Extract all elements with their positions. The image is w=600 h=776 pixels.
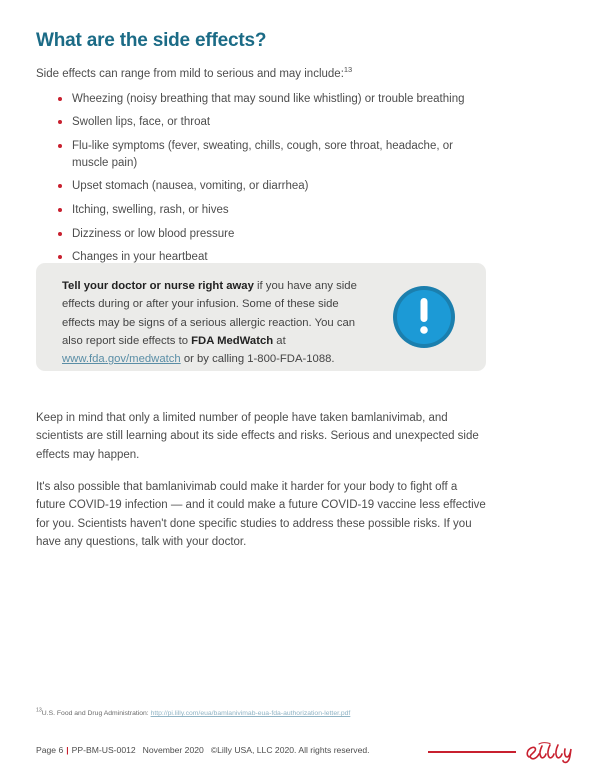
callout-text (62, 277, 372, 368)
side-effects-list (36, 91, 486, 266)
body-paragraph-2: It's also possible that bamlanivimab could make it harder for your body to fight off a future COVID-19 infection — and it could make a future COVID-19 vaccine less effective for you. Scientists haven't done specific studies to address these possible risks. If you have any questions, talk with your doctor. (36, 480, 486, 549)
callout-body-2: at (273, 334, 286, 347)
footnote-number: 13 (36, 707, 42, 714)
list-item: Flu-like symptoms (fever, sweating, chills, cough, sore throat, headache, or muscle pain) (58, 138, 486, 171)
list-item: Dizziness or low blood pressure (58, 226, 486, 243)
exclamation-circle-icon (391, 284, 457, 350)
footer-separator: | (66, 745, 69, 755)
callout-body-1: if you have any side effects during or after your infusion. Some of these side effects may be signs of a serious allergic reaction. You can also report side effects to (62, 280, 357, 347)
warning-callout-box (36, 263, 486, 371)
page-title: What are the side effects? (36, 30, 267, 51)
page-number-label: Page 6 (36, 745, 64, 755)
footer-code: PP-BM-US-0012 (71, 745, 136, 755)
intro-text: Side effects can range from mild to serious and may include: (36, 68, 344, 80)
logo-rule (428, 751, 516, 753)
list-item: Swollen lips, face, or throat (58, 114, 486, 131)
list-item: Wheezing (noisy breathing that may sound like whistling) or trouble breathing (58, 91, 486, 108)
main-content (36, 30, 486, 273)
callout-bold-lead: Tell your doctor or nurse right away (62, 280, 254, 292)
body-paragraph-1: Keep in mind that only a limited number of people have taken bamlanivimab, and scientists are still learning about its side effects and risks. Serious and unexpected side effects may happen. (36, 411, 479, 461)
callout-body-3: or by calling 1-800-FDA-1088. (180, 353, 335, 366)
callout-bold-org: FDA MedWatch (191, 334, 274, 347)
footer-copyright: ©Lilly USA, LLC 2020. All rights reserved. (210, 745, 370, 755)
footnote-source: U.S. Food and Drug Administration: (41, 710, 151, 717)
footnote-marker: 13 (343, 65, 353, 75)
footnote-link[interactable]: http://pi.lilly.com/eua/bamlanivimab-eua-fda-authorization-letter.pdf (150, 710, 351, 717)
list-item: Upset stomach (nausea, vomiting, or diarrhea) (58, 178, 486, 195)
footnote (36, 707, 496, 719)
list-item: Changes in your heartbeat (58, 249, 486, 266)
page-footer (36, 745, 370, 755)
intro-paragraph (36, 66, 486, 83)
lilly-logo (524, 738, 580, 764)
list-item: Itching, swelling, rash, or hives (58, 202, 486, 219)
medwatch-link[interactable]: www.fda.gov/medwatch (62, 353, 181, 366)
footer-date: November 2020 (142, 745, 204, 755)
